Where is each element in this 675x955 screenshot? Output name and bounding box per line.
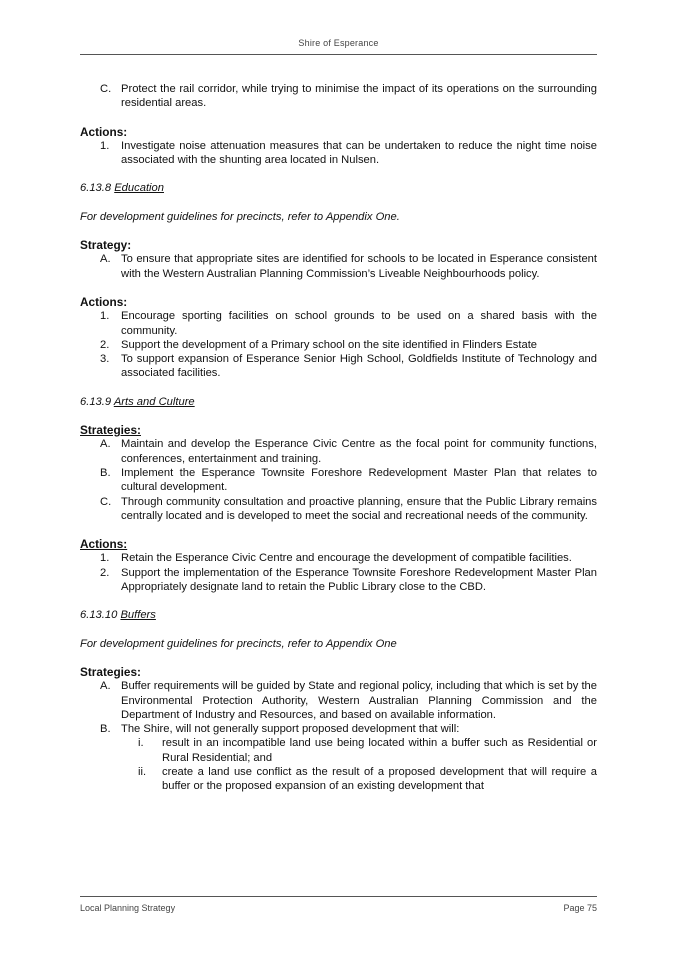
sub-item: [80, 736, 597, 765]
item-text: Through community consultation and proactive planning, ensure that the Public Library remains centrally located and is developed to meet the social and recreational needs of the community.: [121, 495, 597, 522]
item-text: Buffer requirements will be guided by State and regional policy, including that which is set by the Environmental Protection Authority, Western Australian Planning Commission and the Department of Industry and Resources, and based on available information.: [121, 680, 597, 721]
item-marker: B.: [100, 466, 111, 479]
item-text: Investigate noise attenuation measures that can be undertaken to reduce the night time noise associated with the shunting area located in Nulsen.: [121, 139, 597, 167]
strategy-heading: Strategy:: [80, 238, 132, 253]
page-footer: [80, 896, 597, 913]
actions-heading: Actions:: [80, 294, 128, 309]
guideline-text: For development guidelines for precincts, refer to Appendix One.: [80, 210, 400, 223]
strategies-heading: Strategies:: [80, 664, 141, 679]
item-marker: 1.: [100, 552, 110, 565]
item-marker: i.: [138, 737, 144, 750]
actions-heading: Actions:: [80, 124, 128, 139]
strategy-item: [80, 252, 597, 281]
section-heading-education: [80, 181, 597, 195]
strategy-item: [80, 679, 597, 722]
item-marker: 2.: [100, 338, 110, 351]
page-content: [80, 82, 597, 794]
action-item: [80, 139, 597, 168]
section-title: Arts and Culture: [113, 395, 195, 408]
item-text: To support expansion of Esperance Senior High School, Goldfields Institute of Technology and associated facilities.: [121, 353, 597, 380]
strategy-item: [80, 495, 597, 524]
item-text: result in an incompatible land use being located within a buffer such as Residential or Rural Residential; and: [162, 737, 597, 764]
item-text: Encourage sporting facilities on school grounds to be used on a shared basis with the community.: [121, 310, 597, 337]
section-title: Education: [114, 182, 164, 195]
item-marker: ii.: [138, 765, 147, 778]
item-marker: 3.: [100, 353, 110, 366]
header-title: Shire of Esperance: [298, 38, 379, 48]
action-item: [80, 338, 597, 352]
section-title: Buffers: [120, 609, 156, 622]
item-text: Support the development of a Primary school on the site identified in Flinders Estate: [121, 338, 538, 351]
item-text: Maintain and develop the Esperance Civic Centre as the focal point for community functions, conferences, entertainment and training.: [121, 438, 597, 465]
strategies-heading: Strategies:: [80, 423, 141, 438]
strategy-item: [80, 722, 597, 736]
footer-document-title: Local Planning Strategy: [80, 903, 176, 913]
item-text: Retain the Esperance Civic Centre and encourage the development of compatible facilities.: [121, 552, 572, 565]
item-marker: A.: [100, 438, 111, 451]
item-text: To ensure that appropriate sites are identified for schools to be located in Esperance consistent with the Western Australian Planning Commission’s Liveable Neighbourhoods policy.: [121, 253, 597, 280]
item-text: Implement the Esperance Townsite Foreshore Redevelopment Master Plan that relates to cultural development.: [121, 466, 597, 494]
item-text: create a land use conflict as the result of a proposed development that will require a buffer or the proposed expansion of an existing development that: [162, 765, 597, 793]
section-number: 6.13.8: [80, 182, 112, 195]
page-header: [80, 38, 597, 55]
strategy-item: [80, 82, 597, 111]
item-marker: B.: [100, 723, 111, 736]
item-marker: C.: [100, 83, 112, 95]
action-item: [80, 551, 597, 565]
item-marker: 1.: [100, 139, 110, 152]
action-item: [80, 352, 597, 381]
item-marker: C.: [100, 495, 112, 508]
section-number: 6.13.9: [80, 395, 112, 408]
strategy-item: [80, 466, 597, 495]
sub-item: [80, 765, 597, 794]
footer-page-number: Page 75: [563, 903, 597, 913]
item-marker: 1.: [100, 310, 110, 323]
actions-heading: Actions:: [80, 537, 128, 552]
item-marker: A.: [100, 680, 111, 693]
guideline-text: For development guidelines for precincts, refer to Appendix One: [80, 637, 397, 650]
section-number: 6.13.10: [80, 609, 118, 622]
section-heading-arts: [80, 395, 597, 409]
item-text: Support the implementation of the Esperance Townsite Foreshore Redevelopment Master Plan Appropriately designate land to retain the Public Library close to the CBD.: [121, 566, 597, 594]
item-marker: 2.: [100, 566, 110, 579]
section-heading-buffers: [80, 608, 597, 622]
action-item: [80, 309, 597, 338]
item-marker: A.: [100, 253, 111, 266]
strategy-item: [80, 437, 597, 466]
action-item: [80, 566, 597, 595]
item-text: The Shire, will not generally support proposed development that will:: [121, 723, 460, 736]
item-text: Protect the rail corridor, while trying to minimise the impact of its operations on the surrounding residential areas.: [121, 83, 597, 110]
